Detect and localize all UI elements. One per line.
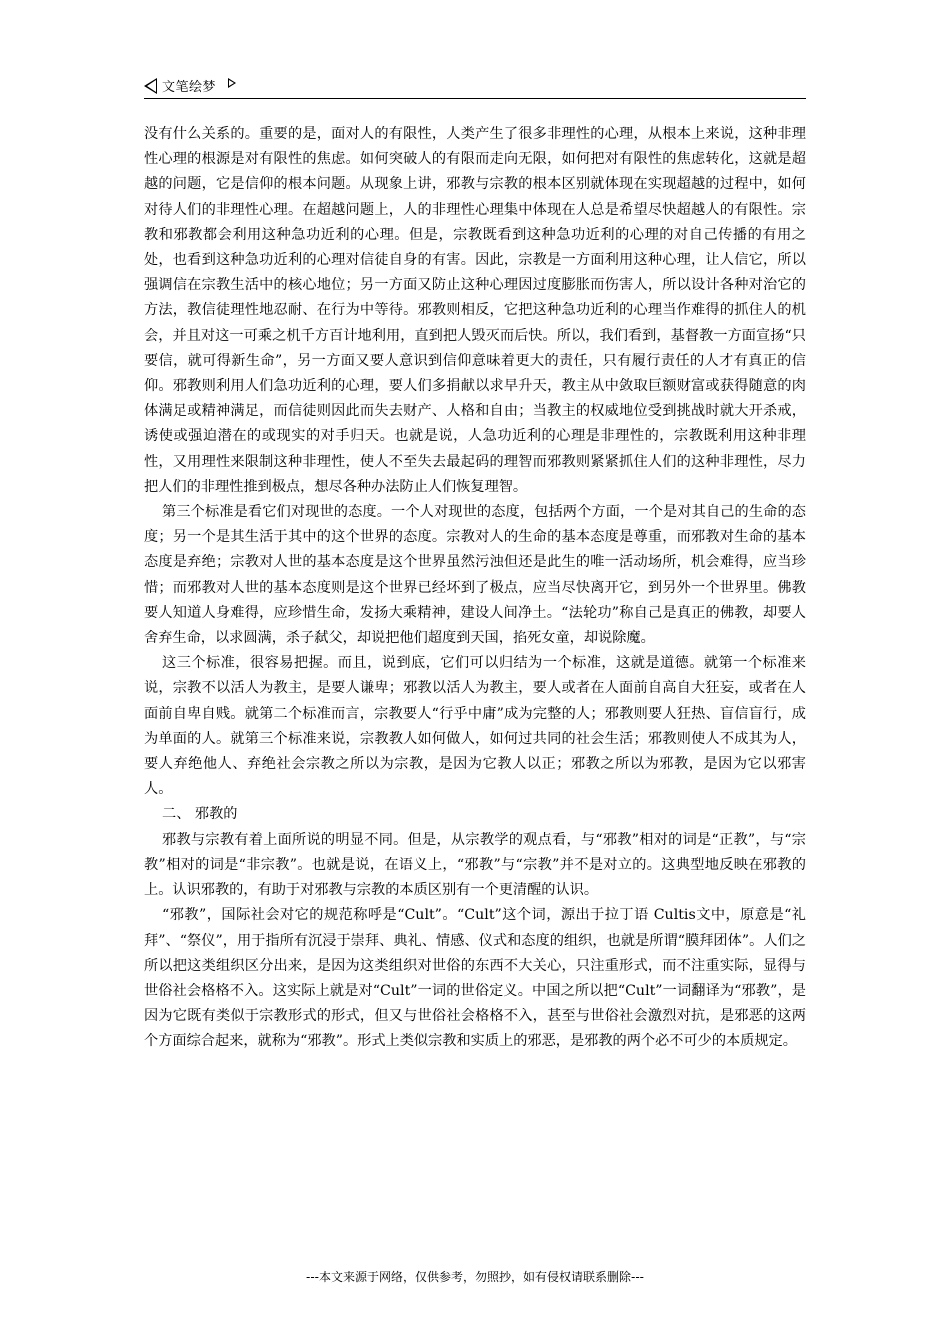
paragraph-1: 没有什么关系的。重要的是，面对人的有限性，人类产生了很多非理性的心理，从根本上来说，这种非理性心理的根源是对有限性的焦虑。如何突破人的有限而走向无限，如何把对有限性的焦虑转化，这就是超越的问题，它是信仰的根本问题。从现象上讲，邪教与宗教的根本区别就体现在实现超越的过程中，如何对待人们的非理性心理。在超越问题上，人的非理性心理集中体现在人总是希望尽快超越人的有限性。宗教和邪教都会利用这种急功近利的心理。但是，宗教既看到这种急功近利的心理的对自己传播的有用之处，也看到这种急功近利的心理对信徒自身的有害。因此，宗教是一方面利用这种心理，让人信它，所以强调信在宗教生活中的核心地位；另一方面又防止这种心理因过度膨胀而伤害人，所以设计各种对治它的方法，教信徒理性地忍耐、在行为中等待。邪教则相反，它把这种急功近利的心理当作难得的抓住人的机会，并且对这一可乘之机千方百计地利用，直到把人毁灭而后快。所以，我们看到，基督教一方面宣扬“只要信，就可得新生命”，另一方面又要人意识到信仰意味着更大的责任，只有履行责任的人才有真正的信仰。邪教则利用人们急功近利的心理，要人们多捐献以求早升天，教主从中敛取巨额财富或获得随意的肉体满足或精神满足，而信徒则因此而失去财产、人格和自由；当教主的权威地位受到挑战时就大开杀戒，诱使或强迫潜在的或现实的对手归天。也就是说，人急功近利的心理是非理性的，宗教既利用这种非理性，又用理性来限制这种非理性，使人不至失去最起码的理智而邪教则紧紧抓住人们的这种非理性，尽力把人们的非理性推到极点，想尽各种办法防止人们恢复理智。 xyxy=(144,126,806,495)
section-heading: 二、 邪教的 xyxy=(162,806,238,823)
header-title: 文笔绘梦 xyxy=(162,80,217,95)
paragraph-3: 这三个标准，很容易把握。而且，说到底，它们可以归结为一个标准，这就是道德。就第一个标准来说，宗教不以活人为教主，是要人谦卑；邪教以活人为教主，要人或者在人面前自高自大狂妄，或者在人面前自卑自贱。就第二个标准而言，宗教要人“行乎中庸”成为完整的人；邪教则要人狂热、盲信盲行，成为单面的人。就第三个标准来说，宗教教人如何做人，如何过共同的社会生活；邪教则使人不成其为人，要人弃绝他人、弃绝社会宗教之所以为宗教，是因为它教人以正；邪教之所以为邪教，是因为它以邪害人。 xyxy=(144,655,806,798)
paragraph-4: 邪教与宗教有着上面所说的明显不同。但是，从宗教学的观点看，与“邪教”相对的词是“正教”，与“宗教”相对的词是“非宗教”。也就是说，在语义上，“邪教”与“宗教”并不是对立的。这典型地反映在邪教的上。认识邪教的，有助于对邪教与宗教的本质区别有一个更清醒的认识。 xyxy=(144,831,806,899)
triangle-right-icon xyxy=(228,78,236,88)
page-footer: ---本文来源于网络，仅供参考，勿照抄，如有侵权请联系删除--- xyxy=(306,1270,644,1284)
paragraph-2: 第三个标准是看它们对现世的态度。一个人对现世的态度，包括两个方面，一个是对其自己的生命的态度；另一个是其生活于其中的这个世界的态度。宗教对人的生命的基本态度是尊重，而邪教对生命的基本态度是弃绝；宗教对人世的基本态度是这个世界虽然污浊但还是此生的唯一活动场所，机会难得，应当珍惜；而邪教对人世的基本态度则是这个世界已经坏到了极点，应当尽快离开它，到另外一个世界里。佛教要人知道人身难得，应珍惜生命，发扬大乘精神，建设人间净土。“法轮功”称自己是真正的佛教，却要人舍弃生命，以求圆满，杀子弑父，却说把他们超度到天国，掐死女童，却说除魔。 xyxy=(144,504,806,647)
document-body xyxy=(144,122,806,1055)
triangle-left-icon xyxy=(144,78,157,94)
page-header xyxy=(144,74,806,99)
header-left xyxy=(144,76,236,95)
paragraph-5: “邪教”，国际社会对它的规范称呼是“Cult”。“Cult”这个词，源出于拉丁语 Cultis文中，原意是“礼拜”、“祭仪”，用于指所有沉浸于崇拜、典礼、情感、仪式和态度的组织，也就是所谓“膜拜团体”。人们之所以把这类组织区分出来，是因为这类组织对世俗的东西不大关心，只注重形式，而不注重实际，显得与世俗社会格格不入。这实际上就是对“Cult”一词的世俗定义。中国之所以把“Cult”一词翻译为“邪教”，是因为它既有类似于宗教形式的形式，但又与世俗社会格格不入，甚至与世俗社会激烈对抗，是邪恶的这两个方面综合起来，就称为“邪教”。形式上类似宗教和实质上的邪恶，是邪教的两个必不可少的本质规定。 xyxy=(144,907,806,1050)
